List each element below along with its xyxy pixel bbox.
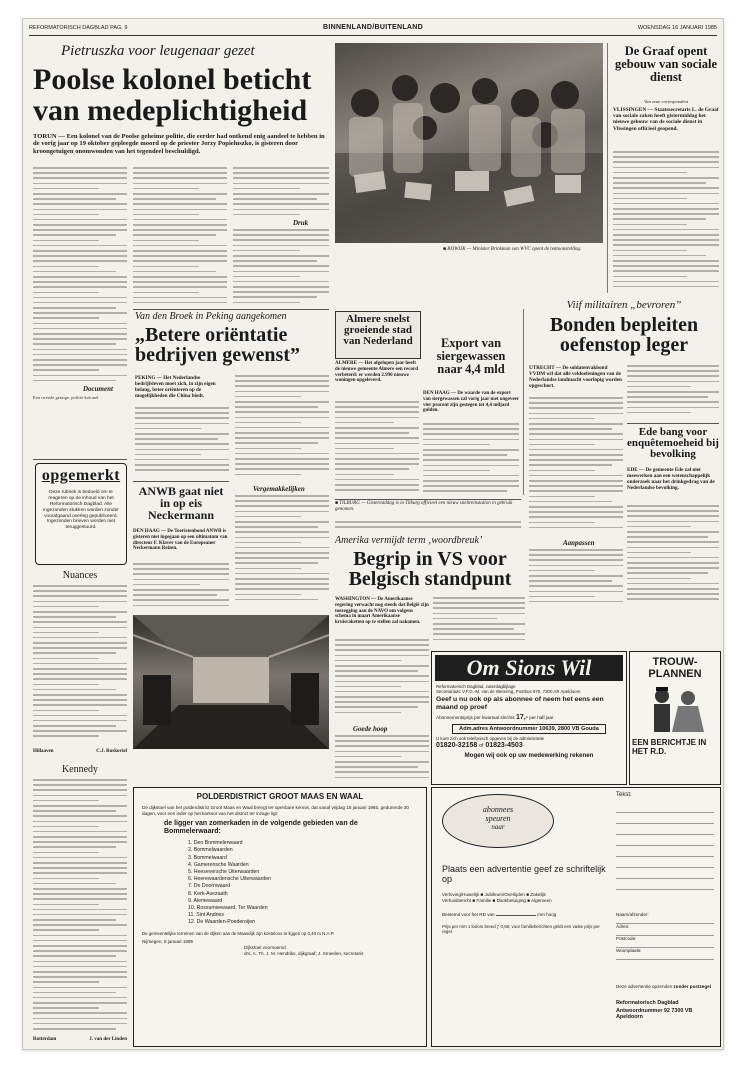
polder-heading: de ligger van zomerkaden in de volgende gebieden van de Bommelerwaard: [164, 820, 358, 836]
omsionswil-phone1: 01820-32158 [436, 742, 478, 750]
abonnee-send-to: zonder postzegel [673, 984, 711, 989]
export-lead: DEN HAAG — De waarde van de export van siergewassen zal vorig jaar met ongeveer vier procent zijn gestegen tot 4,4 miljard gulden. [423, 391, 519, 414]
opgemerkt-box [35, 463, 127, 565]
kennedy-title: Kennedy [61, 764, 99, 775]
export-headline: Export van siergewassen naar 4,4 mld [436, 336, 506, 376]
people-photo-illustration [335, 43, 603, 243]
omsionswil-offer: Geef u nu ook op als abonnee of neem het eens een maand op proef [436, 696, 604, 711]
degraaf-byline: Van onze correspondent [644, 99, 688, 104]
abonnee-rate-unit: mm hoog [537, 912, 557, 917]
nuances-sign [33, 749, 127, 754]
trouw-title: TROUW-PLANNEN [648, 656, 702, 680]
abonnee-options [442, 892, 610, 904]
polder-list-item: 7. De Doornwaard [188, 883, 231, 890]
polder-list-item: 5. Heeseversche Uiterwaarden [188, 869, 260, 875]
usa-lead: WASHINGTON — De Amerikaanse regering verwacht nog steeds dat België zijn toezegging aan de NAVO om volgens schema in maart Amerikaanse kruisraketten op te stellen zal nakomen. [335, 597, 429, 626]
usa-body-col1 [335, 639, 429, 719]
usa-subhead: Goede hoop [353, 725, 388, 733]
china-body-col2b [235, 495, 329, 609]
group-photo [335, 43, 603, 243]
polder-footer: De gemeentelijke terreinen van de dijken aan de Maasdijk zijn kosteloos te liggen op 0,40 m N.A.P. [142, 930, 335, 936]
nuances-body [33, 585, 127, 745]
omsionswil-logo: Om Sions Wil [435, 655, 623, 681]
export-body [423, 423, 519, 497]
omsionswil-phone2: 01823-4503 [485, 742, 523, 750]
main-footer-text: Een tweede getuige, politie-kolonel [33, 395, 99, 400]
abonnee-field-name: Naam/afzender: [616, 912, 714, 924]
abonnee-address2: Antwoordnummer 92 7300 VB Apeldoorn [616, 1008, 693, 1020]
omsionswil-price: 17,- [515, 714, 528, 722]
abonnee-logo-line1: abonnees [482, 805, 514, 814]
polder-list-item: 2. Bommelwaarden [188, 847, 233, 854]
main-kicker: Pietruszka voor leugenaar gezet [61, 43, 255, 59]
china-kicker: Van den Broek in Peking aangekomen [135, 311, 287, 322]
omsionswil-subtitle: Reformatorisch Dagblad, zaterdagbijlage [436, 684, 516, 689]
trouw-ad [629, 651, 721, 785]
china-subhead: Vergemakkelijken [253, 485, 305, 493]
abonnee-field-address: Adres: [616, 924, 714, 936]
abonnee-address1: Reformatorisch Dagblad [616, 1000, 679, 1006]
omsionswil-phone-label: U kunt zich ook telefonisch opgeven bij de administratie [436, 736, 545, 742]
degraaf-body [613, 151, 719, 291]
anwb-lead: DEN HAAG — De Toeristenbond ANWB is gisteren niet ingegaan op een ultimatum van directeur F. Klaver van de Europeaner Neckermann Reizen. [133, 529, 228, 552]
ede-lead: EDE — De gemeente Ede zal niet meewerken aan een wetenschappelijk onderzoek naar het drinkgedrag van de Nederlandse bevolking. [627, 467, 715, 491]
abonnee-headline: Plaats een advertentie geef ze schriftelijk op [442, 864, 606, 884]
omsionswil-price-row [436, 714, 622, 721]
section-title: BINNENLAND/BUITENLAND [322, 24, 424, 31]
usa-body-col2 [433, 597, 525, 647]
omsionswil-phone-or: of [479, 743, 484, 750]
militairen-body-col2 [627, 365, 719, 421]
china-body-col1 [135, 407, 229, 477]
polder-list-item: 9. Alemewaard [188, 897, 223, 904]
polder-ad [133, 787, 427, 1047]
ede-body [627, 505, 719, 609]
abonnee-logo-line2: speuren [485, 814, 511, 823]
kennedy-body [33, 779, 127, 1035]
abonnee-option-1: Verloving/Huwelijk ■ Jubileum/Overlijden ■ Zakelijk [442, 892, 546, 897]
anwb-body [133, 563, 229, 609]
tilburg-caption-cont [335, 521, 521, 531]
polder-list-item: 1. Den Bommelerwaard [188, 840, 243, 847]
polder-title: POLDERDISTRICT GROOT MAAS EN WAAL [196, 792, 364, 801]
abonnee-field-postcode: Postcode: [616, 936, 714, 948]
omsionswil-price-label: Abonnementsprijs per kwartaal slechts [436, 715, 515, 721]
abonnee-send-row [616, 984, 716, 989]
main-headline: Poolse kolonel beticht van medeplichtigheid [33, 63, 312, 127]
polder-list-item: 3. Bommelwaard [188, 854, 227, 861]
ede-headline: Ede bang voor enquêtemoeheid bij bevolking [627, 426, 719, 461]
militairen-headline: Bonden bepleiten oefenstop leger [549, 314, 699, 357]
omsionswil-phones [436, 742, 622, 749]
nuances-title: Nuances [62, 570, 98, 581]
polder-intro: De dijkstoel van het polderdistrict Groot Maas en Waal brengt ter openbare kennis, dat vanaf vrijdag 18 januari 1985, gedurende 30 dagen, voor een ieder op het kantoor van het district ter inzage ligt: [142, 805, 409, 816]
polder-list-item: 6. Heerewaardensche Uiterwaarden [188, 876, 272, 883]
omsionswil-admin: Adm.adres Antwoordnummer 10639, 2800 VB Gouda [452, 724, 606, 734]
train-interior-illustration [133, 615, 329, 749]
militairen-body-col1b [529, 549, 623, 609]
almere-body [335, 401, 419, 497]
nuances-place: Hillaaven [33, 749, 54, 754]
photo-caption: ■ BIJWIJK — Minister Brinkman van WVC opent de tentoonstelling. [443, 247, 582, 252]
polder-list [188, 840, 426, 926]
opgemerkt-title: opgemerkt [41, 467, 121, 484]
main-lead: TORUN — Een kolonel van de Poolse geheime politie, die eerder had ontkend enig aandeel te hebben in de vorig jaar op 19 oktober gepleegde moord op de priester Jerzy Popieluszko, is gisteren door kroongetuigen onomwonden van het tegendeel beschuldigd. [33, 133, 325, 155]
omsionswil-price-suffix: per half jaar [529, 715, 554, 721]
opgemerkt-body: Deze rubriek is bedoeld om te reageren op de inhoud van het Reformatorisch Dagblad. Alle ingezonden stukken worden zonder voorafgaand overleg gepubliceerd. Ingezonden brieven worden niet teruggestuurd. [43, 490, 119, 531]
main-subhead: Druk [293, 219, 309, 227]
usa-body-col1b [335, 735, 429, 785]
militairen-kicker: Viif militairen „bevroren” [566, 299, 682, 311]
page-header [29, 23, 717, 36]
main-body-col2 [133, 167, 227, 307]
main-body-col3 [233, 167, 329, 217]
kennedy-signature: J. van der Linden [89, 1037, 127, 1042]
newspaper-page [22, 18, 724, 1050]
header-date: WOENSDAG 16 JANUARI 1985 [637, 25, 717, 31]
kennedy-place: Rotterdam [33, 1037, 57, 1042]
train-photo [133, 615, 329, 749]
polder-list-item: 8. Kerk-Avezaath [188, 890, 228, 897]
usa-kicker: Amerika vermijdt term ‚woordbreuk’ [335, 535, 483, 546]
abonnee-fields [616, 912, 714, 960]
china-body-col2 [235, 375, 329, 483]
polder-list-item: 4. Gamerensche Waarden [188, 861, 249, 868]
omsionswil-slogan: Mogen wij ook op uw medewerking rekenen [464, 752, 594, 760]
kennedy-sign [33, 1037, 127, 1042]
polder-list-item: 12. De Waarden-Poederoijen [188, 919, 255, 926]
degraaf-headline: De Graaf opent gebouw van sociale dienst [614, 44, 718, 84]
almere-box [335, 311, 421, 359]
abonnee-rate [442, 912, 610, 917]
abonnee-rate-label: Bestemd voor het RD van [442, 912, 495, 917]
tilburg-caption: ■ TILBURG — Gistermiddag is in Tilburg officieel een nieuw sneltreinstation in gebruik genomen. [335, 501, 513, 512]
abonnee-send-label: Deze advertentie opzenden [616, 984, 673, 989]
main-body-col1 [33, 167, 127, 385]
abonnee-tekst-label: Tekst: [616, 792, 632, 798]
abonnee-logo-line3: naar [491, 823, 505, 831]
polder-list-item: 11. Sint Andries [188, 912, 224, 919]
china-headline: „Betere oriëntatie bedrijven gewenst” [135, 324, 300, 367]
couple-illustration-icon [632, 684, 718, 734]
usa-headline: Begrip in VS voor Belgisch standpunt [348, 548, 512, 591]
nuances-signature: C.J. Roskoviel [96, 749, 127, 754]
main-body-col3b [233, 229, 329, 307]
omsionswil-ad [431, 651, 627, 785]
militairen-subhead: Aanpassen [563, 539, 595, 547]
polder-list-item: 10. Rossumsewaard, Ter Waarden [188, 905, 268, 912]
omsionswil-address: Secretariaat: V.F.G.-M. van de Wetering, Postbus 670, 7300 AR Apeldoorn [436, 689, 581, 694]
almere-headline: Almere snelst groeiende stad van Nederland [343, 313, 413, 348]
trouw-sub: EEN BERICHTJE IN HET R.D. [632, 738, 707, 756]
almere-lead: ALMERE — Het afgelopen jaar heeft de nieuwe gemeente Almere een record verbeterd: er werden 2.990 nieuwe woningen opgeleverd. [335, 361, 418, 384]
degraaf-lead: VLISSINGEN — Staatssecretaris L. de Graaf van sociale zaken heeft gistermiddag het nieuwe gebouw van de sociale dienst in Vlissingen officieel geopend. [613, 107, 719, 132]
china-lead: PEKING — Het Nederlandse bedrijfsleven moet zich, in zijn eigen belang, beter oriënteren op de mogelijkheden die China biedt. [135, 375, 216, 399]
militairen-lead: UTRECHT — De soldatenvakbond VVDM wil dat alle veldoefeningen van de Nederlandse landmacht voorlopig worden opgeschort. [529, 365, 622, 389]
main-footer-label: Document [83, 385, 113, 393]
abonnee-field-city: Woonplaats: [616, 948, 714, 960]
abonnee-tekst-lines [616, 802, 714, 902]
anwb-headline: ANWB gaat niet in op eis Neckermann [138, 484, 224, 523]
header-left: REFORMATORISCH DAGBLAD PAG. 9 [29, 25, 128, 31]
polder-signed-body: Dijkstoel voornoemd [244, 945, 286, 951]
polder-signed-place: Nijmegen, 8 januari 1985 [142, 939, 194, 945]
abonnee-ad [431, 787, 721, 1047]
abonnee-logo [442, 794, 554, 848]
militairen-body-col1 [529, 397, 623, 537]
polder-signed-names: drs. A. Th. J. M. Hendriks, dijkgraaf; J. Smeelen, secretaris [244, 951, 364, 957]
abonnee-fine-print: Prijs per mm 1 kolom breed ƒ 0,66; voor familieberichten geldt een vaste prijs per regel. [442, 924, 600, 935]
abonnee-option-2: Verhuisbericht ■ Familie ■ Dankbetuiging ■ Algemeen [442, 898, 552, 903]
